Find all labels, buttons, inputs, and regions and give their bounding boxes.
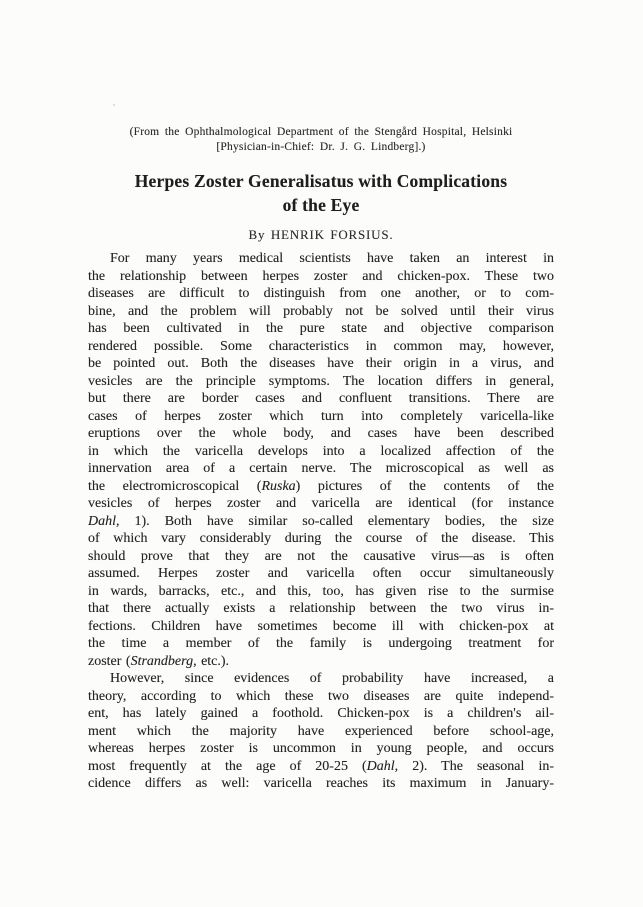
affiliation-line-1: (From the Ophthalmological Department of the Stengård Hospital, Helsinki	[129, 126, 513, 138]
text-line: but there are border cases and confluent transitions. There are	[88, 391, 554, 406]
text-line: cases of herpes zoster which turn into completely varicella-like	[88, 408, 554, 424]
text-line: vesicles are the principle symptoms. The location differs in general,	[88, 373, 554, 389]
text-line: cidence differs as well: varicella reaches its maximum in January-	[88, 776, 554, 791]
text-line: whereas herpes zoster is uncommon in young people, and occurs	[88, 741, 554, 756]
text-line: assumed. Herpes zoster and varicella often occur simultaneously	[88, 566, 554, 581]
text-line: in wards, barracks, etc., and this, too, has given rise to the surmise	[88, 583, 554, 599]
text-line: should prove that they are not the causative virus—as is often	[88, 548, 554, 564]
text-line: of which vary considerably during the course of the disease. This	[88, 531, 554, 546]
text-line: ent, has lately gained a foothold. Chicken-pox is a children's ail-	[88, 706, 554, 721]
text-line: that there actually exists a relationship between the two virus in-	[88, 601, 554, 616]
text-line: in which the varicella develops into a localized affection of the	[88, 443, 554, 459]
article-title-line-1: Herpes Zoster Generalisatus with Complications	[134, 171, 508, 191]
text-line: Dahl, 1). Both have similar so-called elementary bodies, the size	[88, 513, 554, 529]
author-byline: By HENRIK FORSIUS.	[248, 227, 394, 242]
paragraph	[88, 250, 554, 670]
text-line: eruptions over the whole body, and cases have been described	[88, 426, 554, 441]
text-line: bine, and the problem will probably not be solved until their virus	[88, 303, 554, 319]
text-line: fections. Children have sometimes become ill with chicken-pox at	[88, 618, 554, 634]
article-body	[88, 250, 554, 793]
text-line: theory, according to which these two diseases are quite independ-	[88, 688, 554, 704]
text-line: innervation area of a certain nerve. The microscopical as well as	[88, 461, 554, 476]
affiliation-note	[88, 125, 554, 154]
text-line: the electromicroscopical (Ruska) pictures of the contents of the	[88, 478, 554, 494]
text-line: However, since evidences of probability have increased, a	[110, 671, 554, 686]
text-line: vesicles of herpes zoster and varicella are identical (for instance	[88, 496, 554, 511]
article-title-line-2: of the Eye	[282, 194, 360, 215]
scan-artifact-speck	[113, 104, 115, 106]
paragraph	[88, 670, 554, 793]
text-line: diseases are difficult to distinguish from one another, or to com-	[88, 286, 554, 301]
text-line: most frequently at the age of 20-25 (Dahl, 2). The seasonal in-	[88, 758, 554, 774]
text-line: has been cultivated in the pure state and objective comparison	[88, 321, 554, 336]
text-line: the relationship between herpes zoster and chicken-pox. These two	[88, 268, 554, 284]
text-line: ment which the majority have experienced before school-age,	[88, 723, 554, 739]
text-line: the time a member of the family is undergoing treatment for	[88, 636, 554, 651]
text-line: rendered possible. Some characteristics in common may, however,	[88, 338, 554, 354]
text-line: zoster (Strandberg, etc.).	[88, 653, 230, 669]
text-line: be pointed out. Both the diseases have their origin in a virus, and	[88, 356, 554, 371]
article-title	[88, 170, 554, 217]
affiliation-line-2: [Physician-in-Chief: Dr. J. G. Lindberg].)	[216, 140, 426, 153]
text-line: For many years medical scientists have taken an interest in	[110, 251, 554, 266]
